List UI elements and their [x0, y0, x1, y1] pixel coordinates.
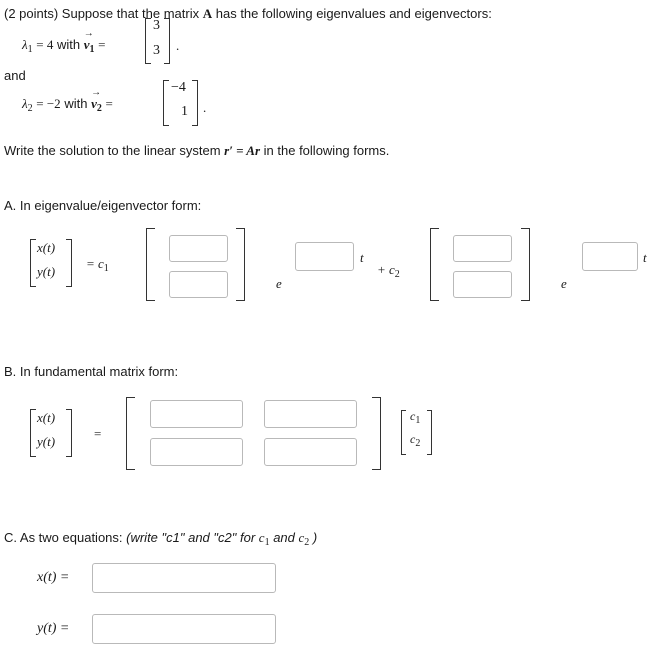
instruction	[4, 143, 389, 159]
lambda2-sub: 2	[27, 103, 33, 114]
lambda1-symbol: λ	[22, 37, 28, 52]
partC-x-input[interactable]	[92, 563, 276, 593]
partB-c-left-bracket	[401, 410, 406, 455]
partB-x: x(t)	[37, 410, 56, 425]
partA-v1-right-bracket	[236, 228, 245, 301]
partB-c1	[410, 409, 420, 426]
partA-v1-top-input[interactable]	[169, 235, 228, 262]
lambda2-line	[22, 96, 113, 114]
partB-c2-sub: 2	[415, 438, 421, 449]
with-text-2: with	[64, 96, 88, 111]
system-equation: r′ = Ar	[224, 143, 261, 158]
v2-bottom: 1	[181, 104, 188, 119]
partA-c1-sub: 1	[103, 263, 109, 274]
partC-hint-c1-sub: 1	[264, 537, 270, 548]
v1-sub: 1	[89, 44, 95, 55]
partA-t2: t	[643, 250, 647, 265]
partA-heading: A. In eigenvalue/eigenvector form:	[4, 198, 202, 213]
partC-hint: (write "c1" and "c2" for	[126, 530, 256, 545]
with-text: with	[56, 37, 81, 52]
partB-y: y(t)	[37, 434, 56, 449]
partC-y-label: y(t) =	[37, 621, 70, 636]
partA-t1: t	[360, 250, 364, 265]
partA-exp1-input[interactable]	[295, 242, 354, 271]
partA-eq-c1-text: = c	[86, 256, 104, 271]
partB-c2	[410, 432, 420, 449]
intro-tail: has the following eigenvalues and eigenvectors:	[215, 6, 492, 21]
v2-sub: 2	[96, 103, 102, 114]
v1-bottom: 3	[153, 43, 160, 58]
partC-heading-line	[4, 530, 317, 548]
partA-plus-c2	[377, 262, 400, 280]
partC-y-input[interactable]	[92, 614, 276, 644]
partA-x: x(t)	[37, 240, 56, 255]
partA-v1-bottom-input[interactable]	[169, 271, 228, 298]
partA-v1-left-bracket	[146, 228, 155, 301]
v1-equals: =	[98, 37, 106, 52]
partA-y: y(t)	[37, 264, 56, 279]
partA-v2-left-bracket	[430, 228, 439, 301]
partA-exp2-input[interactable]	[582, 242, 638, 271]
partB-m22-input[interactable]	[264, 438, 357, 466]
partC-heading: C. As two equations:	[4, 530, 123, 545]
partB-matrix-left-bracket	[126, 397, 135, 470]
partB-m12-input[interactable]	[264, 400, 357, 428]
lambda2-value: = −2	[36, 96, 61, 111]
partB-xy-left-bracket	[30, 409, 36, 457]
partC-hint-close: )	[312, 530, 318, 545]
partA-e2: e	[561, 276, 567, 291]
matrix-name: A	[202, 6, 213, 21]
partB-m21-input[interactable]	[150, 438, 243, 466]
v2-symbol: → v	[91, 96, 97, 112]
partB-c2-text: c	[410, 432, 416, 446]
partC-hint-c2: c	[298, 530, 305, 545]
partA-plus-c2-text: + c	[377, 262, 395, 277]
partB-matrix-right-bracket	[372, 397, 381, 470]
partB-c1-text: c	[410, 409, 416, 423]
v2-top: −4	[171, 80, 186, 95]
partC-hint-c2-sub: 2	[304, 537, 310, 548]
partA-e1: e	[276, 276, 282, 291]
lambda1-value: = 4	[36, 37, 54, 52]
and-text: and	[4, 68, 26, 83]
partB-c-right-bracket	[427, 410, 432, 455]
lambda2-symbol: λ	[22, 96, 28, 111]
v1-symbol: → v	[84, 37, 90, 53]
partB-c1-sub: 1	[415, 415, 421, 426]
partB-eq: =	[94, 426, 102, 441]
v2-equals: =	[105, 96, 113, 111]
partA-v2-right-bracket	[521, 228, 530, 301]
instruction-post: in the following forms.	[263, 143, 390, 158]
partC-hint-and: and	[273, 530, 295, 545]
v2-right-bracket	[192, 80, 198, 126]
partA-v2-top-input[interactable]	[453, 235, 512, 262]
lambda1-sub: 1	[27, 44, 33, 55]
v1-top: 3	[153, 18, 160, 33]
partC-x-label: x(t) =	[37, 570, 70, 585]
partA-eq-c1	[86, 256, 109, 274]
v1-period: .	[176, 38, 180, 53]
v1-right-bracket	[164, 18, 170, 64]
partC-hint-c1: c	[258, 530, 265, 545]
partA-c2-sub: 2	[394, 269, 400, 280]
partB-m11-input[interactable]	[150, 400, 243, 428]
partB-heading: B. In fundamental matrix form:	[4, 364, 179, 379]
problem-intro	[4, 6, 492, 22]
v2-left-bracket	[163, 80, 169, 126]
intro-text: (2 points) Suppose that the matrix	[4, 6, 200, 21]
v2-period: .	[203, 100, 207, 115]
partA-xy-right-bracket	[66, 239, 72, 287]
partA-xy-left-bracket	[30, 239, 36, 287]
partB-xy-right-bracket	[66, 409, 72, 457]
v1-left-bracket	[145, 18, 151, 64]
instruction-pre: Write the solution to the linear system	[4, 143, 221, 158]
partA-v2-bottom-input[interactable]	[453, 271, 512, 298]
lambda1-line	[22, 37, 105, 55]
